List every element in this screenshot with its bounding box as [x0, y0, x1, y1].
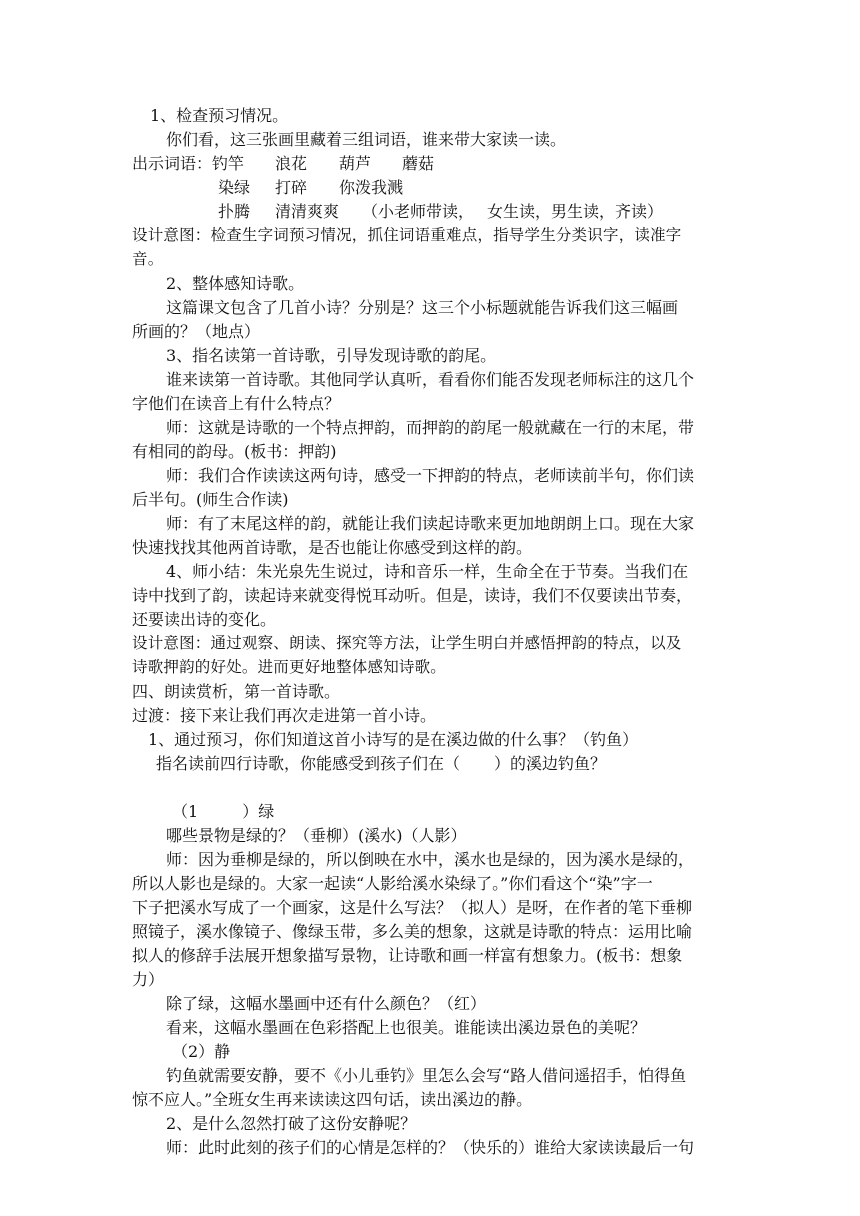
fill-blank-text: ）的溪边钓鱼？: [494, 754, 607, 773]
paragraph-line: 拟人的修辞手法展开想象描写景物，让诗歌和画一样富有想象力。(板书：想象: [132, 946, 683, 965]
subheading-quiet: （2）静: [172, 1042, 231, 1061]
word-item: 你泼我溅: [339, 178, 404, 197]
word-item: 清清爽爽: [275, 202, 340, 221]
design-intent-line: 设计意图：通过观察、朗读、探究等方法，让学生明白并感悟押韵的特点，以及: [132, 634, 682, 652]
word-item: 染绿: [218, 178, 251, 197]
step-4-heading: 4、师小结：朱光泉先生说过，诗和音乐一样，生命全在于节奏。当我们在: [166, 562, 689, 581]
paragraph-line: 诗中找到了韵，读起诗来就变得悦耳动听。但是，读诗，我们不仅要读出节奏，: [132, 586, 693, 605]
paragraph-line: 师：这就是诗歌的一个特点押韵，而押韵的韵尾一般就藏在一行的末尾，带: [166, 418, 695, 437]
fill-blank-line: [156, 752, 860, 775]
paragraph-line: 除了绿，这幅水墨画中还有什么颜色？（红）: [166, 994, 487, 1013]
paragraph-line: 你们看，这三张画里藏着三组词语，谁来带大家读一读。: [166, 130, 567, 149]
subheading-title: ）绿: [242, 802, 275, 821]
step-2-heading: 2、整体感知诗歌。: [166, 274, 305, 293]
design-intent-line: 诗歌押韵的好处。进而更好地整体感知诗歌。: [132, 658, 447, 676]
paragraph-line: 照镜子，溪水像镜子、像绿玉带，多么美的想象，这就是诗歌的特点：运用比喻: [132, 922, 693, 941]
word-list-row: [132, 152, 860, 175]
fill-blank-text: 指名读前四行诗歌，你能感受到孩子们在（: [156, 754, 461, 773]
paragraph-line: 师：此时此刻的孩子们的心情是怎样的？（快乐的）谁给大家读读最后一句: [166, 1138, 695, 1157]
word-item: 扑腾: [218, 202, 251, 221]
question-line: 2、是什么忽然打破了这份安静呢？: [166, 1114, 417, 1133]
word-item: 打碎: [275, 178, 308, 197]
section-heading: 四、朗读赏析，第一首诗歌。: [132, 682, 341, 701]
word-item: 蘑菇: [402, 154, 435, 173]
word-list-row: [218, 176, 860, 199]
paragraph-line: 所以人影也是绿的。大家一起读“人影给溪水染绿了。”你们看这个“染”字一: [132, 874, 653, 893]
transition-line: 过渡：接下来让我们再次走进第一首小诗。: [132, 706, 437, 725]
question-line: 1、通过预习，你们知道这首小诗写的是在溪边做的什么事？（钓鱼）: [148, 730, 639, 749]
paragraph-line: 看来，这幅水墨画在色彩搭配上也很美。谁能读出溪边景色的美呢？: [166, 1018, 647, 1037]
paragraph-line: 快速找找其他两首诗歌，是否也能让你感受到这样的韵。: [132, 538, 533, 557]
design-intent-line: 设计意图：检查生字词预习情况，抓住词语重难点，指导学生分类识字，读准字: [132, 226, 682, 244]
paragraph-line: 惊不应人。”全班女生再来读读这四句话，读出溪边的静。: [132, 1090, 533, 1109]
reading-note: 女生读，男生读，齐读）: [487, 202, 664, 221]
paragraph-line: 钓鱼就需要安静，要不《小儿垂钓》里怎么会写“路人借问遥招手，怕得鱼: [166, 1066, 687, 1085]
paragraph-line: 下子把溪水写成了一个画家，这是什么写法？（拟人）是呀，在作者的笔下垂柳: [132, 898, 693, 917]
paragraph-line: 谁来读第一首诗歌。其他同学认真听，看看你们能否发现老师标注的这几个: [166, 370, 695, 389]
word-item: 浪花: [275, 154, 308, 173]
step-3-heading: 3、指名读第一首诗歌，引导发现诗歌的韵尾。: [166, 346, 497, 365]
step-1-heading: 1、检查预习情况。: [150, 106, 289, 125]
paragraph-line: 字他们在读音上有什么特点？: [132, 394, 341, 413]
design-intent-line: 音。: [132, 250, 164, 268]
subheading-number: （1: [172, 802, 199, 821]
word-item: 葫芦: [339, 154, 372, 173]
paragraph-line: 哪些景物是绿的？（垂柳）(溪水)（人影）: [166, 826, 467, 845]
paragraph-line: 这篇课文包含了几首小诗？分别是？这三个小标题就能告诉我们这三幅画: [166, 298, 679, 317]
word-list-row: [218, 200, 860, 223]
paragraph-line: 师：因为垂柳是绿的，所以倒映在水中，溪水也是绿的，因为溪水是绿的，: [166, 850, 695, 869]
paragraph-line: 有相同的韵母。(板书：押韵): [132, 442, 337, 461]
word-list-lead: 出示词语：钓竿: [132, 154, 245, 173]
subheading-green: [172, 800, 860, 823]
reading-note: （小老师带读，: [362, 202, 475, 221]
paragraph-line: 力）: [132, 970, 165, 989]
paragraph-line: 后半句。(师生合作读): [132, 490, 289, 509]
paragraph-line: 还要读出诗的变化。: [132, 610, 277, 629]
paragraph-line: 所画的？（地点）: [132, 322, 261, 341]
paragraph-line: 师：我们合作读读这两句诗，感受一下押韵的特点，老师读前半句，你们读: [166, 466, 695, 485]
paragraph-line: 师：有了末尾这样的韵，就能让我们读起诗歌来更加地朗朗上口。现在大家: [166, 514, 695, 533]
